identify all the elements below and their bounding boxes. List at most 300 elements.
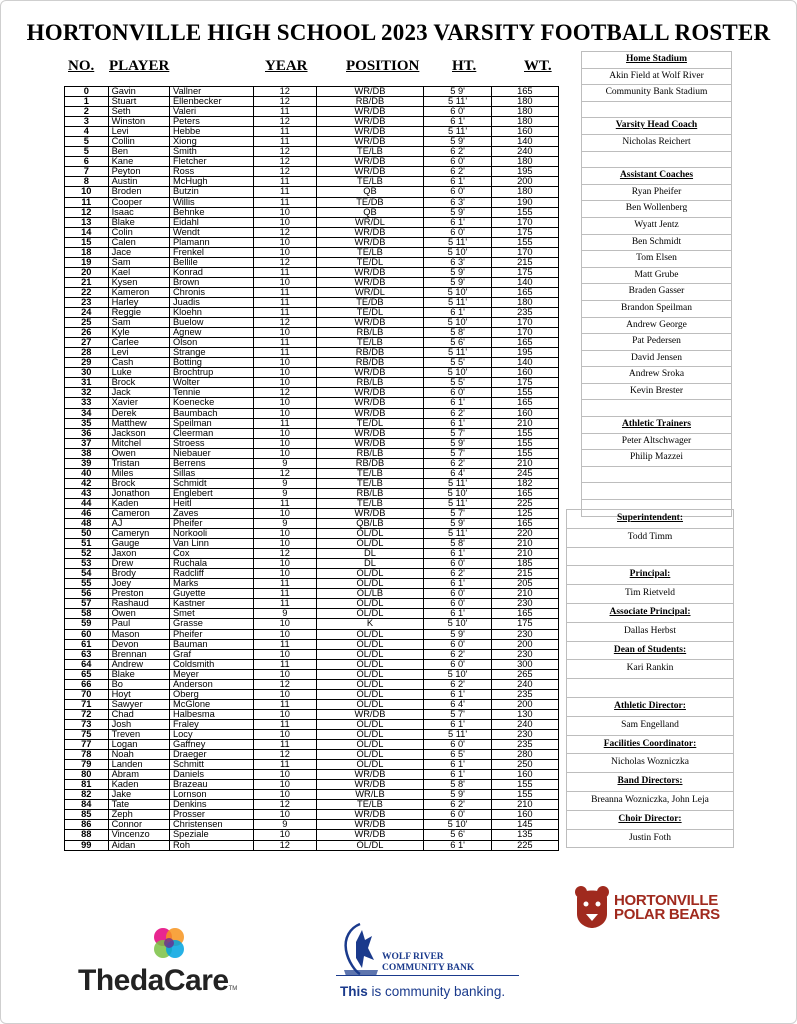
panel-entry: Wyatt Jentz — [582, 218, 731, 235]
bank-logo — [336, 918, 526, 1008]
player-last-name: Willis — [170, 198, 254, 207]
player-number: 35 — [65, 419, 109, 428]
player-weight: 165 — [492, 609, 559, 618]
player-year: 12 — [254, 388, 316, 397]
player-year: 10 — [254, 248, 316, 257]
player-weight: 190 — [492, 198, 559, 207]
panel-entry — [567, 548, 733, 567]
player-weight: 135 — [492, 830, 559, 839]
player-weight: 155 — [492, 388, 559, 397]
player-last-name: McGlone — [170, 700, 254, 709]
player-last-name: Frenkel — [170, 248, 254, 257]
player-year: 10 — [254, 278, 316, 287]
player-last-name: Oberg — [170, 690, 254, 699]
player-year: 11 — [254, 419, 316, 428]
player-first-name: Isaac — [109, 208, 170, 217]
roster-row — [65, 569, 559, 579]
player-weight: 210 — [492, 419, 559, 428]
player-height: 5 7' — [424, 710, 491, 719]
player-year: 12 — [254, 97, 316, 106]
player-height: 5 10' — [424, 619, 491, 628]
player-first-name: Broden — [109, 187, 170, 196]
bank-name-line1: WOLF RIVER — [382, 952, 444, 962]
player-first-name: Levi — [109, 127, 170, 136]
player-position: QB — [317, 208, 425, 217]
player-weight: 235 — [492, 690, 559, 699]
player-first-name: Logan — [109, 740, 170, 749]
player-first-name: Jonathon — [109, 489, 170, 498]
player-first-name: Kysen — [109, 278, 170, 287]
player-weight: 125 — [492, 509, 559, 518]
panel-entry: Ben Wollenberg — [582, 201, 731, 218]
panel-entry: Akin Field at Wolf River — [582, 69, 731, 86]
player-number: 54 — [65, 569, 109, 578]
player-first-name: Blake — [109, 218, 170, 227]
panel-entry: Pat Pedersen — [582, 334, 731, 351]
player-year: 9 — [254, 489, 316, 498]
player-weight: 200 — [492, 700, 559, 709]
roster-row — [65, 167, 559, 177]
player-position: OL/DL — [317, 690, 425, 699]
player-height: 5 10' — [424, 489, 491, 498]
player-number: 44 — [65, 499, 109, 508]
player-last-name: Chronis — [170, 288, 254, 297]
roster-row — [65, 680, 559, 690]
panel-entry: Community Bank Stadium — [582, 85, 731, 102]
player-height: 6 1' — [424, 549, 491, 558]
player-position: WR/LB — [317, 790, 425, 799]
player-height: 5 9' — [424, 137, 491, 146]
player-number: 60 — [65, 630, 109, 639]
player-weight: 240 — [492, 680, 559, 689]
player-height: 6 1' — [424, 218, 491, 227]
player-height: 6 1' — [424, 841, 491, 850]
panel-heading: Choir Director: — [567, 811, 733, 830]
player-weight: 160 — [492, 127, 559, 136]
player-last-name: Buelow — [170, 318, 254, 327]
player-weight: 175 — [492, 619, 559, 628]
player-position: OL/DL — [317, 599, 425, 608]
player-first-name: Cameron — [109, 509, 170, 518]
player-position: OL/DL — [317, 750, 425, 759]
player-position: TE/LB — [317, 800, 425, 809]
panel-entry — [582, 102, 731, 119]
player-last-name: Plamann — [170, 238, 254, 247]
roster-row — [65, 429, 559, 439]
player-position: WR/DB — [317, 117, 425, 126]
player-first-name: Andrew — [109, 660, 170, 669]
wolf-icon — [338, 920, 382, 978]
player-last-name: Stroess — [170, 439, 254, 448]
player-number: 1 — [65, 97, 109, 106]
player-height: 6 0' — [424, 660, 491, 669]
player-height: 6 2' — [424, 459, 491, 468]
roster-row — [65, 619, 559, 629]
player-weight: 165 — [492, 489, 559, 498]
player-year: 11 — [254, 298, 316, 307]
player-year: 10 — [254, 409, 316, 418]
roster-row — [65, 509, 559, 519]
player-number: 33 — [65, 398, 109, 407]
player-first-name: Cash — [109, 358, 170, 367]
player-number: 78 — [65, 750, 109, 759]
player-height: 5 11' — [424, 348, 491, 357]
player-year: 11 — [254, 288, 316, 297]
roster-row — [65, 469, 559, 479]
player-year: 10 — [254, 670, 316, 679]
player-height: 5 11' — [424, 127, 491, 136]
player-height: 6 0' — [424, 187, 491, 196]
player-height: 5 10' — [424, 820, 491, 829]
player-year: 10 — [254, 619, 316, 628]
player-weight: 250 — [492, 760, 559, 769]
player-last-name: Guyette — [170, 589, 254, 598]
player-position: RB/LB — [317, 328, 425, 337]
player-position: WR/DB — [317, 127, 425, 136]
player-position: WR/DB — [317, 710, 425, 719]
roster-row — [65, 830, 559, 840]
player-position: WR/DB — [317, 368, 425, 377]
roster-row — [65, 97, 559, 107]
player-year: 10 — [254, 509, 316, 518]
roster-row — [65, 248, 559, 258]
player-year: 12 — [254, 258, 316, 267]
panel-entry: Philip Mazzei — [582, 450, 731, 467]
panel-entry: Braden Gasser — [582, 284, 731, 301]
player-year: 10 — [254, 208, 316, 217]
panel-entry: Kari Rankin — [567, 660, 733, 679]
player-position: WR/DB — [317, 228, 425, 237]
player-number: 36 — [65, 429, 109, 438]
player-height: 6 5' — [424, 750, 491, 759]
player-year: 10 — [254, 770, 316, 779]
player-last-name: Grasse — [170, 619, 254, 628]
player-position: OL/DL — [317, 539, 425, 548]
player-year: 10 — [254, 650, 316, 659]
player-last-name: Speilman — [170, 419, 254, 428]
header-year: YEAR — [265, 58, 308, 74]
player-height: 5 8' — [424, 539, 491, 548]
player-number: 29 — [65, 358, 109, 367]
player-last-name: Konrad — [170, 268, 254, 277]
player-height: 5 10' — [424, 318, 491, 327]
player-year: 9 — [254, 609, 316, 618]
player-height: 5 5' — [424, 378, 491, 387]
player-last-name: Speziale — [170, 830, 254, 839]
player-first-name: Seth — [109, 107, 170, 116]
player-first-name: Kael — [109, 268, 170, 277]
roster-title: HORTONVILLE HIGH SCHOOL 2023 VARSITY FOOTBALL ROSTER — [26, 20, 771, 45]
player-last-name: Ruchala — [170, 559, 254, 568]
player-weight: 210 — [492, 539, 559, 548]
player-number: 8 — [65, 177, 109, 186]
player-year: 11 — [254, 308, 316, 317]
player-first-name: Calen — [109, 238, 170, 247]
header-height: HT. — [452, 58, 477, 74]
player-weight: 215 — [492, 258, 559, 267]
player-height: 5 11' — [424, 479, 491, 488]
player-first-name: Landen — [109, 760, 170, 769]
player-number: 50 — [65, 529, 109, 538]
player-year: 11 — [254, 338, 316, 347]
roster-row — [65, 157, 559, 167]
header-position: POSITION — [346, 58, 420, 74]
player-year: 12 — [254, 157, 316, 166]
player-height: 6 2' — [424, 167, 491, 176]
player-height: 6 2' — [424, 680, 491, 689]
player-number: 59 — [65, 619, 109, 628]
player-first-name: Carlee — [109, 338, 170, 347]
roster-row — [65, 670, 559, 680]
player-position: QB — [317, 187, 425, 196]
player-last-name: Kloehn — [170, 308, 254, 317]
player-height: 6 2' — [424, 409, 491, 418]
player-last-name: Lornson — [170, 790, 254, 799]
player-position: K — [317, 619, 425, 628]
player-number: 82 — [65, 790, 109, 799]
player-position: OL/DL — [317, 660, 425, 669]
player-weight: 185 — [492, 559, 559, 568]
player-height: 6 0' — [424, 740, 491, 749]
player-last-name: Xiong — [170, 137, 254, 146]
player-year: 12 — [254, 147, 316, 156]
player-position: OL/DL — [317, 740, 425, 749]
player-weight: 180 — [492, 117, 559, 126]
player-number: 55 — [65, 579, 109, 588]
player-first-name: Hoyt — [109, 690, 170, 699]
player-first-name: Vincenzo — [109, 830, 170, 839]
player-year: 11 — [254, 599, 316, 608]
panel-entry: Tom Elsen — [582, 251, 731, 268]
player-position: WR/DB — [317, 439, 425, 448]
player-weight: 230 — [492, 650, 559, 659]
player-first-name: Tate — [109, 800, 170, 809]
roster-row — [65, 358, 559, 368]
player-first-name: Jack — [109, 388, 170, 397]
player-last-name: Cleerman — [170, 429, 254, 438]
panel-entry: Nicholas Wozniczka — [567, 754, 733, 773]
player-position: TE/LB — [317, 177, 425, 186]
player-position: TE/DL — [317, 308, 425, 317]
panel-entry: David Jensen — [582, 351, 731, 368]
player-position: WR/DB — [317, 830, 425, 839]
player-first-name: Cooper — [109, 198, 170, 207]
player-last-name: Prosser — [170, 810, 254, 819]
player-height: 6 0' — [424, 810, 491, 819]
player-number: 85 — [65, 810, 109, 819]
player-last-name: Zaves — [170, 509, 254, 518]
player-last-name: Valeri — [170, 107, 254, 116]
player-first-name: Owen — [109, 609, 170, 618]
player-position: WR/DB — [317, 87, 425, 96]
player-weight: 210 — [492, 549, 559, 558]
roster-row — [65, 409, 559, 419]
bank-tagline: is community banking. — [367, 984, 506, 999]
player-number: 73 — [65, 720, 109, 729]
player-year: 10 — [254, 449, 316, 458]
player-number: 72 — [65, 710, 109, 719]
player-year: 10 — [254, 790, 316, 799]
player-year: 12 — [254, 228, 316, 237]
player-position: TE/DL — [317, 419, 425, 428]
roster-row — [65, 238, 559, 248]
player-year: 9 — [254, 820, 316, 829]
panel-heading: Varsity Head Coach — [582, 118, 731, 135]
roster-row — [65, 810, 559, 820]
player-first-name: Bo — [109, 680, 170, 689]
player-number: 70 — [65, 690, 109, 699]
player-first-name: Drew — [109, 559, 170, 568]
player-weight: 280 — [492, 750, 559, 759]
roster-row — [65, 298, 559, 308]
player-last-name: Kastner — [170, 599, 254, 608]
player-weight: 245 — [492, 469, 559, 478]
player-first-name: Colin — [109, 228, 170, 237]
thedacare-logo — [78, 922, 268, 1002]
player-first-name: Austin — [109, 177, 170, 186]
panel-entry: Nicholas Reichert — [582, 135, 731, 152]
player-year: 10 — [254, 238, 316, 247]
player-year: 11 — [254, 720, 316, 729]
player-year: 12 — [254, 549, 316, 558]
player-weight: 170 — [492, 318, 559, 327]
player-weight: 240 — [492, 720, 559, 729]
player-height: 5 9' — [424, 630, 491, 639]
roster-row — [65, 308, 559, 318]
player-height: 5 6' — [424, 338, 491, 347]
roster-row — [65, 479, 559, 489]
player-position: OL/DL — [317, 841, 425, 850]
player-last-name: Anderson — [170, 680, 254, 689]
player-height: 5 11' — [424, 298, 491, 307]
player-year: 10 — [254, 398, 316, 407]
player-last-name: Pheifer — [170, 630, 254, 639]
player-position: WR/DB — [317, 278, 425, 287]
roster-row — [65, 700, 559, 710]
player-height: 6 0' — [424, 589, 491, 598]
roster-row — [65, 800, 559, 810]
player-year: 11 — [254, 268, 316, 277]
player-last-name: Locy — [170, 730, 254, 739]
player-year: 11 — [254, 127, 316, 136]
roster-row — [65, 459, 559, 469]
player-height: 5 11' — [424, 529, 491, 538]
player-number: 52 — [65, 549, 109, 558]
player-weight: 210 — [492, 800, 559, 809]
panel-heading: Superintendent: — [567, 510, 733, 529]
player-year: 12 — [254, 680, 316, 689]
player-height: 5 11' — [424, 238, 491, 247]
roster-row — [65, 318, 559, 328]
roster-row — [65, 218, 559, 228]
player-first-name: Winston — [109, 117, 170, 126]
player-last-name: Graf — [170, 650, 254, 659]
admin-panel — [566, 509, 734, 848]
player-last-name: Halbesma — [170, 710, 254, 719]
player-height: 5 9' — [424, 519, 491, 528]
player-position: OL/LB — [317, 589, 425, 598]
player-number: 63 — [65, 650, 109, 659]
player-position: TE/LB — [317, 248, 425, 257]
player-year: 11 — [254, 198, 316, 207]
player-last-name: Botting — [170, 358, 254, 367]
player-year: 10 — [254, 218, 316, 227]
player-position: OL/DL — [317, 730, 425, 739]
player-year: 10 — [254, 368, 316, 377]
player-year: 10 — [254, 710, 316, 719]
player-number: 10 — [65, 187, 109, 196]
player-number: 6 — [65, 157, 109, 166]
player-year: 9 — [254, 479, 316, 488]
player-first-name: Jace — [109, 248, 170, 257]
player-height: 6 1' — [424, 770, 491, 779]
player-position: WR/DB — [317, 398, 425, 407]
player-first-name: Jaxon — [109, 549, 170, 558]
player-last-name: Bauman — [170, 640, 254, 649]
player-number: 32 — [65, 388, 109, 397]
bank-divider — [336, 975, 519, 976]
player-first-name: Gauge — [109, 539, 170, 548]
player-last-name: Juadis — [170, 298, 254, 307]
player-number: 80 — [65, 770, 109, 779]
roster-row — [65, 338, 559, 348]
player-number: 20 — [65, 268, 109, 277]
player-year: 11 — [254, 177, 316, 186]
player-last-name: Heitl — [170, 499, 254, 508]
player-last-name: Meyer — [170, 670, 254, 679]
player-last-name: Smet — [170, 609, 254, 618]
player-weight: 300 — [492, 660, 559, 669]
player-height: 5 10' — [424, 670, 491, 679]
polar-bear-icon — [573, 884, 611, 928]
player-height: 6 3' — [424, 258, 491, 267]
player-weight: 170 — [492, 218, 559, 227]
roster-row — [65, 117, 559, 127]
roster-row — [65, 439, 559, 449]
roster-row — [65, 328, 559, 338]
roster-row — [65, 177, 559, 187]
roster-row — [65, 609, 559, 619]
player-number: 7 — [65, 167, 109, 176]
header-weight: WT. — [524, 58, 552, 74]
roster-row — [65, 348, 559, 358]
player-last-name: Butzin — [170, 187, 254, 196]
player-year: 10 — [254, 559, 316, 568]
player-height: 6 1' — [424, 419, 491, 428]
player-height: 5 7' — [424, 449, 491, 458]
player-year: 11 — [254, 187, 316, 196]
player-height: 5 9' — [424, 268, 491, 277]
player-height: 5 10' — [424, 248, 491, 257]
roster-row — [65, 559, 559, 569]
player-last-name: Bellile — [170, 258, 254, 267]
roster-table — [64, 86, 559, 851]
player-position: WR/DB — [317, 429, 425, 438]
panel-entry: Sam Engelland — [567, 717, 733, 736]
player-number: 4 — [65, 127, 109, 136]
player-position: RB/DB — [317, 459, 425, 468]
team-name-line2: POLAR BEARS — [614, 906, 720, 923]
player-number: 66 — [65, 680, 109, 689]
roster-row — [65, 127, 559, 137]
player-position: OL/DL — [317, 650, 425, 659]
player-first-name: Blake — [109, 670, 170, 679]
player-weight: 235 — [492, 740, 559, 749]
player-height: 6 1' — [424, 117, 491, 126]
player-height: 6 1' — [424, 398, 491, 407]
player-year: 10 — [254, 730, 316, 739]
panel-heading: Associate Principal: — [567, 604, 733, 623]
